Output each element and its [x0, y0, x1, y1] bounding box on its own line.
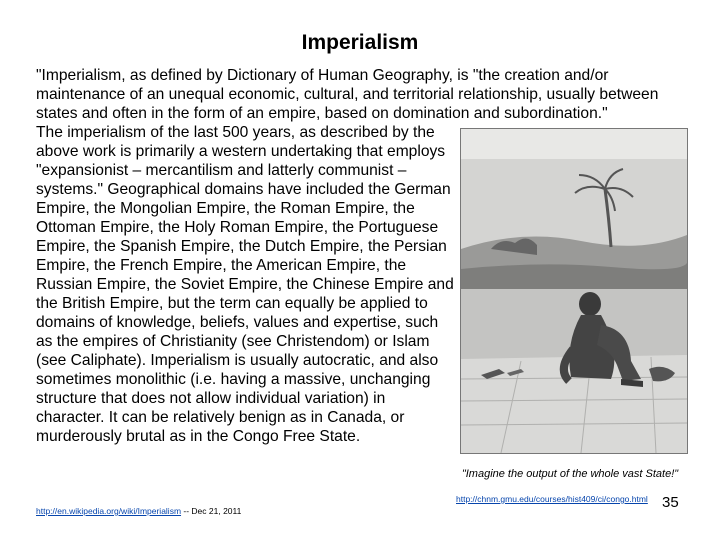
intro-paragraph: "Imperialism, as defined by Dictionary of Human Geography, is "the creation and/or maintenance of an unequal economic, cultural, and territorial relationship, usually between states and often in the form of an empire, based on domination and subordination.": [36, 67, 659, 122]
image-source-link[interactable]: http://chnm.gmu.edu/courses/hist409/ci/congo.html: [456, 494, 648, 504]
historical-photo: [460, 128, 688, 454]
image-caption: "Imagine the output of the whole vast State!": [461, 468, 679, 480]
source-right: [456, 494, 648, 504]
wikipedia-source-link[interactable]: http://en.wikipedia.org/wiki/Imperialism: [36, 506, 182, 516]
source-left-date: -- Dec 21, 2011: [181, 506, 242, 516]
slide-title: Imperialism: [301, 31, 419, 54]
source-left: [36, 506, 241, 516]
photo-illustration: [461, 129, 687, 453]
main-paragraph: The imperialism of the last 500 years, as described by the above work is primarily a western undertaking that employs "expansionist – mercantilism and latterly communist – systems." Geographical domains have included the German Empire, the Mongolian Empire, the Roman Empire, the Ottoman Empire, the Holy Roman Empire, the Portuguese Empire, the Spanish Empire, the Dutch Empire, the Persian Empire, the French Empire, the American Empire, the Russian Empire, the Soviet Empire, the Chinese Empire and the British Empire, but the term can equally be applied to domains of knowledge, beliefs, values and expertise, such as the empires of Christianity (see Christendom) or Islam (see Caliphate). Imperialism is usually autocratic, and also sometimes monolithic (i.e. having a massive, unchanging structure that does not allow individual variation) in character. It can be relatively benign as in Canada, or murderously brutal as in the Congo Free State.: [36, 124, 454, 445]
page-number: 35: [662, 494, 679, 511]
